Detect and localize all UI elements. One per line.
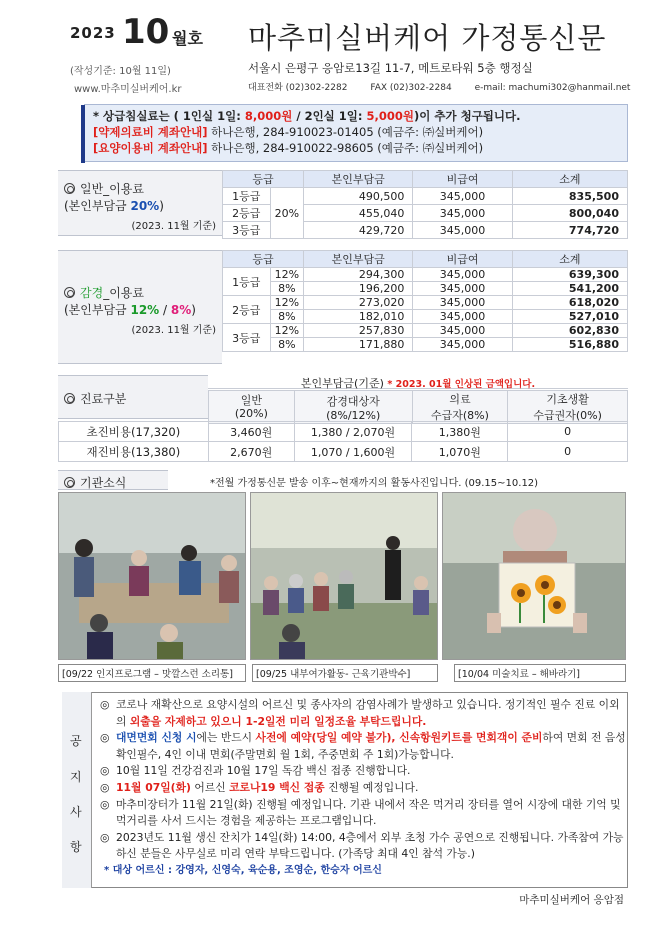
announce-item: ◎ 11월 07일(화) 어르신 코로나19 백신 접종 진행될 예정입니다. bbox=[100, 780, 626, 797]
birthday-list: * 대상 어르신 : 강영자, 신영숙, 육순용, 조영순, 한승자 어르신 bbox=[104, 864, 382, 876]
circle-bullet-icon bbox=[64, 393, 75, 404]
notice-acct2: [요양이용비 계좌안내] 하나은행, 284-910022-98605 (예금주: ㈜실버케어) bbox=[93, 141, 484, 155]
notice-box bbox=[84, 104, 628, 162]
general-fee-table: 등급 본인부담금 비급여 소계 1등급 20% 490,500 345,000 835,500 2등급 455,040 345,000 800,040 3등급 429,720 345,000 774,720 bbox=[222, 170, 628, 239]
circle-bullet-icon bbox=[64, 287, 75, 298]
photo-illustration bbox=[251, 493, 438, 660]
circle-bullet-icon: ◎ bbox=[100, 698, 110, 711]
table-row: 1등급 20% 490,500 345,000 835,500 bbox=[223, 188, 628, 205]
circle-bullet-icon bbox=[64, 477, 75, 488]
table-row: 3등급 12% 257,830 345,000 602,830 bbox=[223, 324, 628, 338]
table-row: 2등급 455,040 345,000 800,040 bbox=[223, 205, 628, 222]
website: www.마추미실버케어.kr bbox=[74, 84, 182, 95]
announce-item: ◎ 2023년도 11월 생신 잔치가 14일(화) 14:00, 4층에서 외부 초청 가수 공연으로 진행됩니다. 가족참여 가능하신 분들은 사무실로 미리 연락 부탁드립니다. (가족당 최대 4인 참석 가능.) bbox=[100, 830, 624, 861]
table-row: 3등급 429,720 345,000 774,720 bbox=[223, 222, 628, 239]
announce-item: ◎ 코로나 재확산으로 요양시설의 어르신 및 종사자의 감염사례가 발생하고 있습니다. 정기적인 필수 진료 이외의 외출을 자제하고 있으니 1-2일전 미리 일정조율 부탁드립니다. bbox=[100, 698, 620, 728]
general-fee-label-box: 일반_이용료 (본인부담금 20%) (2023. 11월 기준) bbox=[58, 170, 222, 236]
table-row: 2등급 12% 273,020 345,000 618,020 bbox=[223, 296, 628, 310]
email: e-mail: machumi302@hanmail.net bbox=[474, 83, 631, 93]
phone: 대표전화 (02)302-2282 bbox=[248, 83, 348, 93]
fax: FAX (02)302-2284 bbox=[370, 83, 452, 93]
treatment-rows bbox=[58, 421, 628, 462]
page-title: 마추미실버케어 가정통신문 bbox=[248, 21, 607, 55]
caption-clapping-activity: [09/25 내부여가활동- 근육기관박수] bbox=[252, 664, 438, 682]
news-note: *전월 가정통신문 발송 이후~현재까지의 활동사진입니다. (09.15~10.12) bbox=[210, 478, 539, 489]
issue-month: 10 bbox=[122, 12, 170, 52]
circle-bullet-icon: ◎ bbox=[100, 830, 110, 844]
circle-bullet-icon: ◎ bbox=[100, 780, 110, 794]
circle-bullet-icon: ◎ bbox=[100, 764, 110, 778]
address: 서울시 은평구 응암로13길 11-7, 메트로타워 5층 행정실 bbox=[248, 61, 533, 75]
footer-signature: 마추미실버케어 응암점 bbox=[519, 894, 624, 906]
table-row: 8% 171,880 345,000 516,880 bbox=[223, 338, 628, 352]
notice-acct1: [약제의료비 계좌안내] 하나은행, 284-910023-01405 (예금주: ㈜실버케어) bbox=[93, 125, 484, 139]
table-row: 재진비용(13,380) 2,670원 1,070 / 1,600원 1,070원 0 bbox=[59, 442, 628, 462]
written-date: (작성기준: 10월 11일) bbox=[70, 66, 171, 77]
announcement-side-label: 공 지 사 항 bbox=[62, 692, 92, 888]
treatment-table: 일반 (20%) 감경대상자 (8%/12%) 의료 수급자(8%) 기초생활 수급권자(0%) bbox=[208, 390, 628, 424]
announce-item: ◎ 10월 11일 건강검진과 10월 17일 독감 백신 접종 진행합니다. bbox=[100, 763, 626, 780]
reduced-fee-label-box: 감경_이용료 (본인부담금 12% / 8%) (2023. 11월 기준) bbox=[58, 250, 222, 364]
circle-bullet-icon: ◎ bbox=[100, 731, 110, 745]
photo-art-therapy-sunflower bbox=[442, 492, 626, 660]
circle-bullet-icon bbox=[64, 183, 75, 194]
news-label-box: 기관소식 bbox=[58, 470, 168, 490]
announcement-body bbox=[100, 697, 626, 880]
treatment-top-header: 본인부담금(기준) * 2023. 01월 인상된 금액입니다. bbox=[208, 375, 628, 389]
caption-cognitive-program: [09/22 인지프로그램 – 맛깔스런 소리통] bbox=[58, 664, 246, 682]
photo-clapping-activity bbox=[250, 492, 438, 660]
issue-suffix: 월호 bbox=[172, 29, 203, 48]
photo-illustration bbox=[59, 493, 246, 660]
table-row: 1등급 12% 294,300 345,000 639,300 bbox=[223, 268, 628, 282]
reduced-fee-table: 등급 본인부담금 비급여 소계 1등급 12% 294,300 345,000 639,300 8% 196,200 345,000 541,200 2등급 12% 273,020 345,000 618,020 8% 182,010 345,000 527,010 3등급 12% 257,830 345,000 602,830 8% 171,880 345,000 516,880 bbox=[222, 250, 628, 352]
notice-bar bbox=[81, 105, 85, 163]
announce-item: ◎ 대면면회 신청 시에는 반드시 사전에 예약(당일 예약 불가), 신속항원키트를 면회객이 준비하여 면회 전 음성 확인필수, 4인 이내 면회(주말면회 월 1회, 주중면회 주 1회)가능합니다. bbox=[100, 731, 626, 761]
table-row: 8% 196,200 345,000 541,200 bbox=[223, 282, 628, 296]
circle-bullet-icon: ◎ bbox=[100, 797, 110, 811]
notice-line1: * 상급침실료는 ( 1인실 1일: 8,000원 / 2인실 1일: 5,000원)이 추가 청구됩니다. bbox=[93, 109, 521, 123]
contact-line bbox=[248, 80, 630, 93]
caption-art-therapy: [10/04 미술치료 – 해바라기] bbox=[454, 664, 626, 682]
treatment-label-box: 진료구분 bbox=[58, 375, 208, 419]
photo-illustration bbox=[443, 493, 626, 660]
announce-item: ◎ 마추미장터가 11월 21일(화) 진행될 예정입니다. 기관 내에서 작은 먹거리 장터를 열어 시장에 대한 기억 및 먹거리를 사서 드시는 경험을 제공하는 프로그램입니다. bbox=[100, 797, 621, 828]
table-row: 8% 182,010 345,000 527,010 bbox=[223, 310, 628, 324]
issue-year: 2023 bbox=[70, 24, 116, 42]
table-row: 초진비용(17,320) 3,460원 1,380 / 2,070원 1,380원 0 bbox=[59, 422, 628, 442]
photo-cognitive-program bbox=[58, 492, 246, 660]
